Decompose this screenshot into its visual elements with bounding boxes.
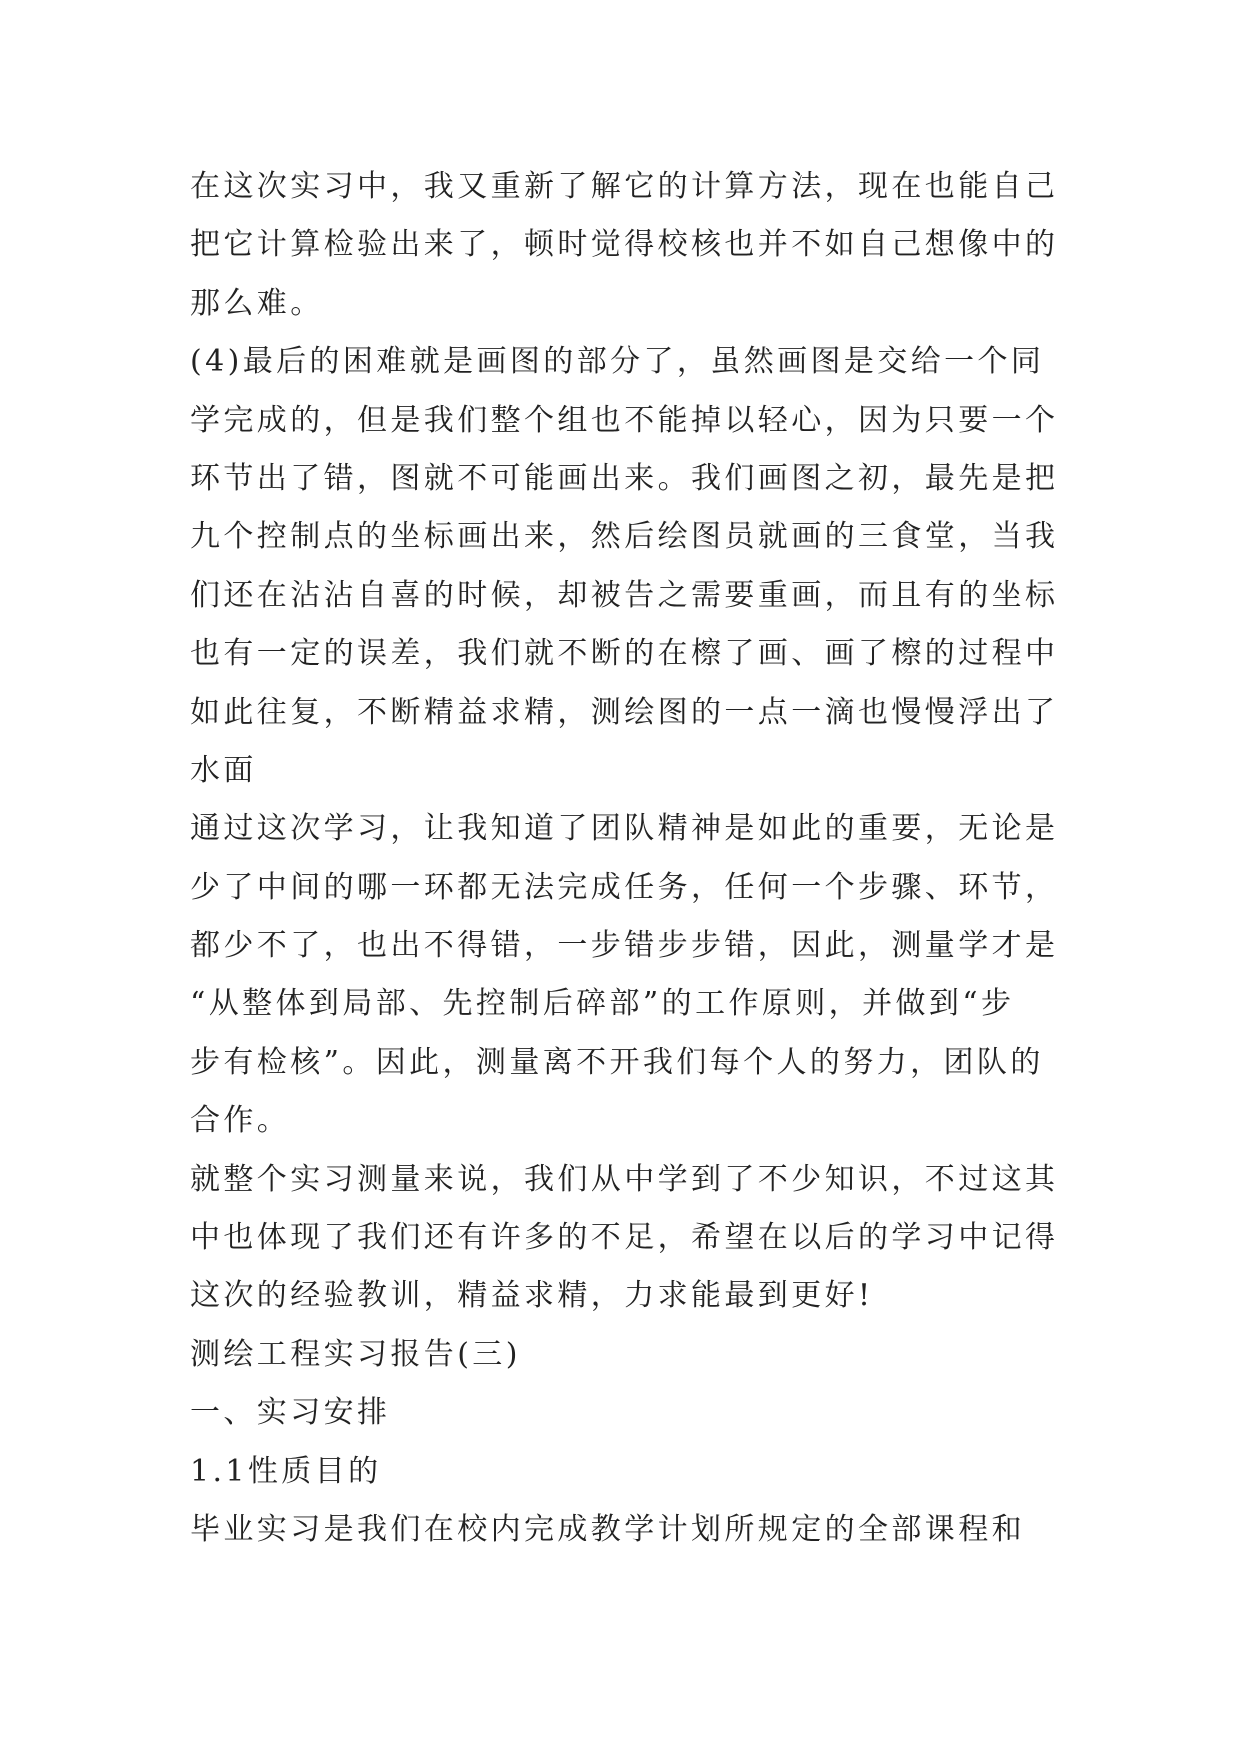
text-line: 都少不了，也出不得错，一步错步步错，因此，测量学才是 bbox=[190, 928, 1059, 964]
text-line: (4)最后的困难就是画图的部分了，虽然画图是交给一个同 bbox=[190, 344, 1045, 380]
document-body bbox=[190, 158, 1060, 1559]
text-line: 如此往复，不断精益求精，测绘图的一点一滴也慢慢浮出了 bbox=[190, 694, 1059, 730]
text-line: 步有检核”。因此，测量离不开我们每个人的努力，团队的 bbox=[190, 1044, 1044, 1080]
section-heading: 一、实习安排 bbox=[190, 1395, 391, 1431]
text-line: 环节出了错，图就不可能画出来。我们画图之初，最先是把 bbox=[190, 460, 1059, 496]
text-line: 九个控制点的坐标画出来，然后绘图员就画的三食堂，当我 bbox=[190, 519, 1059, 555]
section-title: 测绘工程实习报告(三) bbox=[190, 1336, 521, 1372]
text-line: 也有一定的误差，我们就不断的在檫了画、画了檫的过程中 bbox=[190, 636, 1059, 672]
text-line: 在这次实习中，我又重新了解它的计算方法，现在也能自己 bbox=[190, 169, 1059, 204]
text-line: 这次的经验教训，精益求精，力求能最到更好! bbox=[190, 1278, 874, 1314]
text-line: 把它计算检验出来了，顿时觉得校核也并不如自己想像中的 bbox=[190, 227, 1059, 263]
text-line: 少了中间的哪一环都无法完成任务，任何一个步骤、环节， bbox=[190, 869, 1059, 905]
text-line: 学完成的，但是我们整个组也不能掉以轻心，因为只要一个 bbox=[190, 402, 1059, 438]
text-line: 合作。 bbox=[190, 1103, 291, 1139]
text-line: 们还在沾沾自喜的时候，却被告之需要重画，而且有的坐标 bbox=[190, 577, 1059, 613]
text-line: 水面 bbox=[190, 752, 257, 788]
text-line: “从整体到局部、先控制后碎部”的工作原则，并做到“步 bbox=[190, 986, 1015, 1022]
text-line: 那么难。 bbox=[190, 285, 324, 321]
text-line: 通过这次学习，让我知道了团队精神是如此的重要，无论是 bbox=[190, 811, 1059, 847]
text-line: 中也体现了我们还有许多的不足，希望在以后的学习中记得 bbox=[190, 1220, 1059, 1256]
text-line: 就整个实习测量来说，我们从中学到了不少知识，不过这其 bbox=[190, 1161, 1059, 1197]
subsection-heading: 1.1性质目的 bbox=[190, 1453, 382, 1489]
text-line: 毕业实习是我们在校内完成教学计划所规定的全部课程和 bbox=[190, 1511, 1025, 1547]
